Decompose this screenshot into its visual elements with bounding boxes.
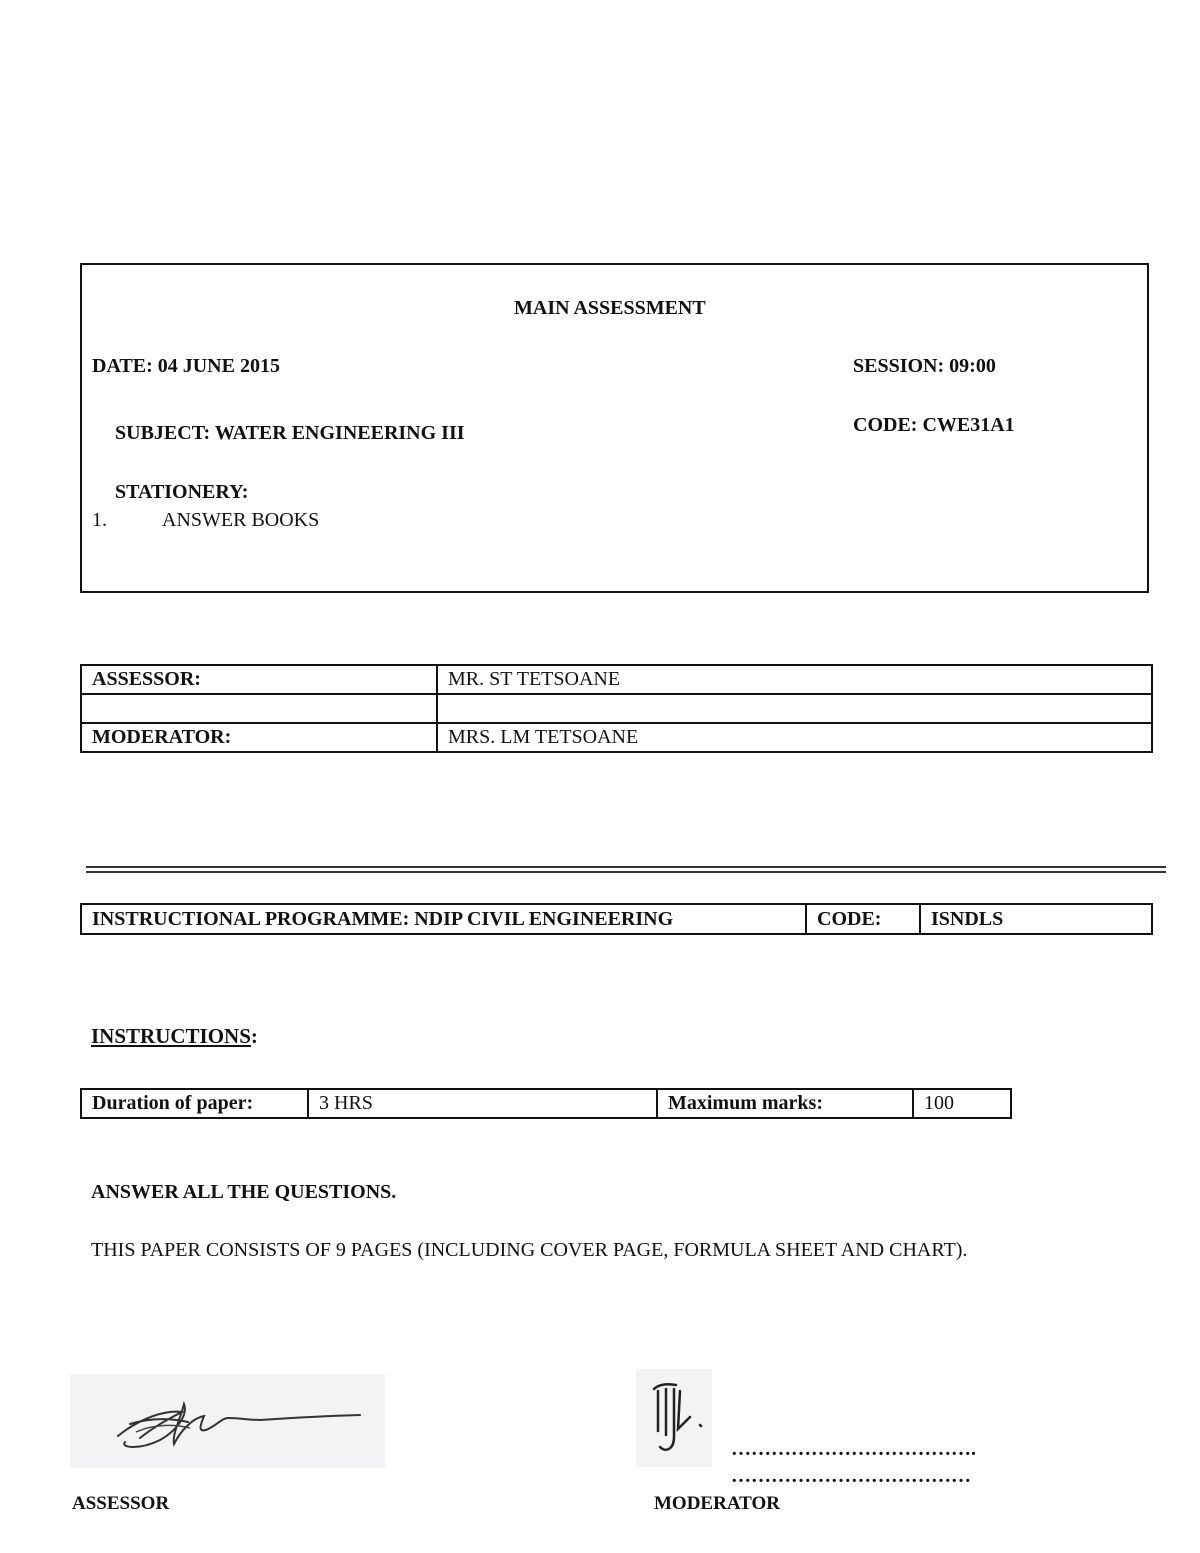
- instructions-heading-text: INSTRUCTIONS: [91, 1024, 251, 1048]
- programme-table: [80, 903, 1153, 935]
- moderator-signature: [636, 1369, 712, 1467]
- empty-cell: [81, 694, 437, 723]
- max-marks-label: Maximum marks:: [657, 1089, 913, 1118]
- stationery-item: ANSWER BOOKS: [162, 509, 320, 531]
- assessor-moderator-table: [80, 664, 1153, 753]
- duration-value: 3 HRS: [308, 1089, 657, 1118]
- exam-session: SESSION: 09:00: [853, 355, 996, 377]
- programme-label: INSTRUCTIONAL PROGRAMME: NDIP CIVIL ENGINEERING: [81, 904, 806, 934]
- assessor-signature-icon: [70, 1374, 385, 1468]
- exam-subject: SUBJECT: WATER ENGINEERING III: [115, 422, 465, 444]
- programme-code-label: CODE:: [806, 904, 920, 934]
- moderator-label: MODERATOR:: [81, 723, 437, 752]
- moderator-dotted-line: ……………………………….: [731, 1438, 976, 1460]
- moderator-dotted-line: ………………………………: [731, 1465, 971, 1487]
- programme-code-value: ISNDLS: [920, 904, 1152, 934]
- moderator-caption: MODERATOR: [654, 1493, 780, 1514]
- table-row: [81, 904, 1152, 934]
- instructions-heading: [91, 1024, 258, 1049]
- assessor-signature: [70, 1374, 385, 1468]
- assessor-label: ASSESSOR:: [81, 665, 437, 694]
- stationery-label: STATIONERY:: [115, 481, 249, 503]
- exam-date: DATE: 04 JUNE 2015: [92, 355, 280, 377]
- table-row: [81, 694, 1152, 723]
- moderator-signature-icon: [636, 1369, 712, 1467]
- divider-line: [86, 866, 1166, 868]
- answer-all-instruction: ANSWER ALL THE QUESTIONS.: [91, 1181, 397, 1203]
- stationery-item-number: 1.: [92, 509, 107, 531]
- empty-cell: [437, 694, 1152, 723]
- max-marks-value: 100: [913, 1089, 1011, 1118]
- duration-marks-table: [80, 1088, 1012, 1119]
- table-row: [81, 1089, 1011, 1118]
- table-row: [81, 723, 1152, 752]
- assessor-value: MR. ST TETSOANE: [437, 665, 1152, 694]
- table-row: [81, 665, 1152, 694]
- instructions-heading-colon: :: [250, 1024, 258, 1048]
- assessor-caption: ASSESSOR: [72, 1493, 170, 1514]
- duration-label: Duration of paper:: [81, 1089, 308, 1118]
- divider-line: [86, 871, 1166, 873]
- page-count-note: THIS PAPER CONSISTS OF 9 PAGES (INCLUDING COVER PAGE, FORMULA SHEET AND CHART).: [91, 1239, 968, 1261]
- assessment-title: MAIN ASSESSMENT: [514, 297, 706, 319]
- subject-code: CODE: CWE31A1: [853, 414, 1015, 436]
- moderator-value: MRS. LM TETSOANE: [437, 723, 1152, 752]
